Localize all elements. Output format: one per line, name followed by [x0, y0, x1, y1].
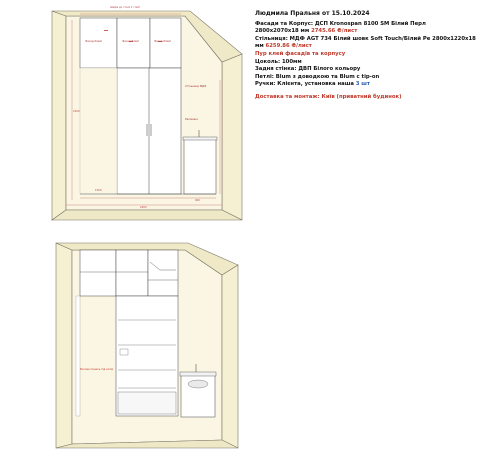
- hinges: Петлі: Blum з доводкою та Blum с tip-on: [255, 73, 380, 80]
- base-cabinet-right: [184, 139, 216, 194]
- door-label-b: Фасад білий: [122, 40, 139, 43]
- height-left-label: 2400: [73, 110, 80, 113]
- isometric-drawing: [56, 243, 238, 448]
- upper-cabinet-2: [117, 18, 150, 68]
- facades-size: 2800x2070x18 мм: [255, 28, 310, 35]
- delivery: Доставка та монтаж: Київ (приватний будинок): [255, 93, 402, 100]
- countertop-price: 6259.86 ₴/лист: [265, 43, 312, 50]
- iso-outlet: [120, 349, 128, 355]
- facades-label: Фасади та Корпус: ДСП Kronospan 8100 SM Білий Перл: [255, 20, 426, 27]
- handles-row: [255, 81, 495, 89]
- sink-note: Раковина: [185, 118, 198, 121]
- iso-sink-top: [180, 372, 216, 376]
- iso-drawer: [118, 392, 176, 414]
- iso-wall-right: [222, 265, 238, 448]
- left-open-column: [80, 68, 117, 194]
- upper-handle-1: [104, 30, 108, 31]
- iso-left-panel: [76, 296, 80, 416]
- facades-size-row: [255, 28, 495, 36]
- countertop-unit: мм: [255, 43, 264, 50]
- countertop-right: [183, 137, 217, 140]
- door-label-a: Фасад білий: [85, 40, 102, 43]
- width-left-label: 1500: [95, 189, 102, 192]
- countertop-price-row: [255, 43, 495, 51]
- width-total-label: 2400: [140, 206, 147, 209]
- iso-upper-box-3: [148, 250, 178, 296]
- width-right-label: 900: [195, 199, 200, 202]
- iso-upper-box-2: [116, 250, 148, 296]
- door-label-c: Фасад білий: [154, 40, 171, 43]
- glue-note: Пур клей фасадів та корпусу: [255, 50, 346, 57]
- upper-cabinet-1: [80, 18, 117, 68]
- room-wall-left: [52, 11, 66, 220]
- room-floor: [52, 210, 242, 220]
- facades-price: 2745.66 ₴/лист: [311, 28, 358, 35]
- iso-note: Бокова панель під колір: [80, 368, 114, 371]
- upper-cabinet-3: [150, 18, 181, 68]
- countertop-label: Стільниця: МДФ AGT 734 Білий шовк Soft Touch/Білий Ре 2800x1220x18: [255, 35, 476, 42]
- iso-wall-left: [56, 243, 72, 448]
- page-title: Людмила Пральня от 15.10.2024: [255, 10, 370, 17]
- side-note: Стільниця МДФ: [185, 85, 207, 88]
- back-wall: Задня стінка: ДВП Білого кольору: [255, 66, 361, 73]
- iso-upper-box-1: [80, 250, 116, 296]
- spec-panel: [255, 10, 495, 102]
- handles-qty: 3 шт: [355, 81, 370, 88]
- handles-prefix: Ручки: Клієнта, установка наша: [255, 81, 354, 88]
- room-wall-right: [222, 54, 242, 220]
- front-elevation-drawing: [52, 11, 242, 220]
- top-dim-label: Шафа до стелі 1 глиб: [110, 6, 140, 9]
- iso-sink-bowl: [188, 380, 208, 388]
- plinth: Цоколь: 100мм: [255, 58, 302, 65]
